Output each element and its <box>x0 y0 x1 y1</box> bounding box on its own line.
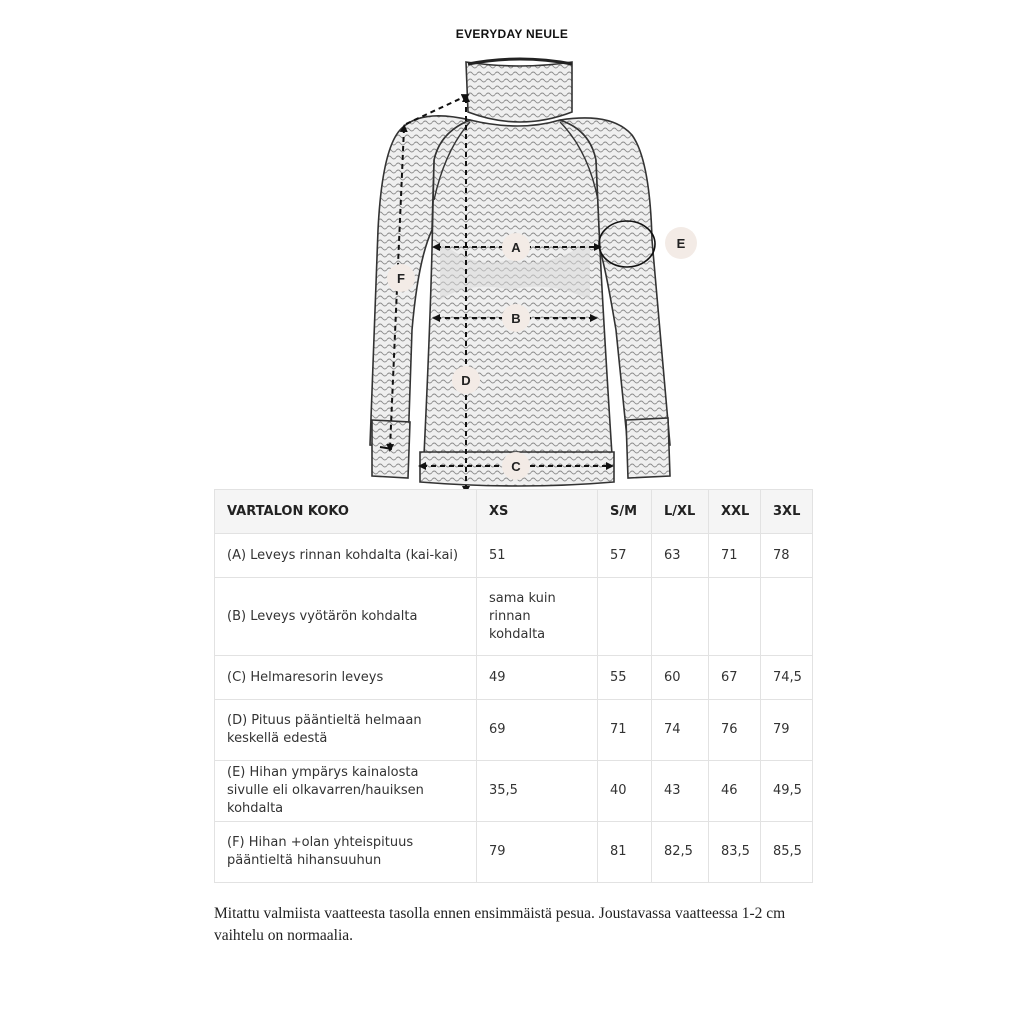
table-row <box>215 656 813 700</box>
svg-text:C: C <box>511 459 521 474</box>
table-row <box>215 700 813 761</box>
cell-value: 78 <box>761 534 813 578</box>
cell-value: 79 <box>761 700 813 761</box>
sweater-diagram <box>340 52 720 500</box>
label-f <box>387 264 415 292</box>
row-label: (B) Leveys vyötärön kohdalta <box>215 578 477 656</box>
cell-value: 85,5 <box>761 822 813 883</box>
sweater-collar <box>466 62 572 122</box>
label-e <box>665 227 697 259</box>
table-row <box>215 761 813 822</box>
cell-value <box>709 578 761 656</box>
cell-value: 35,5 <box>477 761 598 822</box>
cell-value <box>652 578 709 656</box>
cell-value: 46 <box>709 761 761 822</box>
cell-value <box>598 578 652 656</box>
cell-value: 57 <box>598 534 652 578</box>
cell-value: 74,5 <box>761 656 813 700</box>
table-row <box>215 534 813 578</box>
cell-value: 49,5 <box>761 761 813 822</box>
cell-value: 83,5 <box>709 822 761 883</box>
cell-value: sama kuin rinnan kohdalta <box>477 578 598 656</box>
cell-value: 69 <box>477 700 598 761</box>
svg-text:E: E <box>676 236 686 251</box>
label-a <box>502 233 530 261</box>
label-c <box>502 452 530 480</box>
table-header-row <box>215 490 813 534</box>
label-d <box>452 366 480 394</box>
cell-value: 40 <box>598 761 652 822</box>
cell-value: 67 <box>709 656 761 700</box>
row-label: (C) Helmaresorin leveys <box>215 656 477 700</box>
header-xs: XS <box>477 490 598 534</box>
cell-value: 79 <box>477 822 598 883</box>
cell-value: 43 <box>652 761 709 822</box>
page-title: EVERYDAY NEULE <box>455 27 569 41</box>
svg-text:B: B <box>511 311 521 326</box>
table-row <box>215 822 813 883</box>
header-sm: S/M <box>598 490 652 534</box>
size-table <box>214 489 813 883</box>
cell-value: 49 <box>477 656 598 700</box>
measurement-note: Mitattu valmiista vaatteesta tasolla ennen ensimmäistä pesua. Joustavassa vaatteessa 1-2 cm vaihtelu on normaalia. <box>214 905 786 944</box>
label-b <box>502 304 530 332</box>
cell-value: 71 <box>709 534 761 578</box>
svg-text:D: D <box>461 373 471 388</box>
cell-value: 55 <box>598 656 652 700</box>
cell-value <box>761 578 813 656</box>
row-label: (E) Hihan ympärys kainalosta sivulle eli olkavarren/hauiksen kohdalta <box>215 761 477 822</box>
row-label: (F) Hihan +olan yhteispituus pääntieltä hihansuuhun <box>215 822 477 883</box>
header-xxl: XXL <box>709 490 761 534</box>
header-lxl: L/XL <box>652 490 709 534</box>
cell-value: 81 <box>598 822 652 883</box>
table-row <box>215 578 813 656</box>
cell-value: 60 <box>652 656 709 700</box>
row-label: (A) Leveys rinnan kohdalta (kai-kai) <box>215 534 477 578</box>
cell-value: 71 <box>598 700 652 761</box>
svg-text:F: F <box>397 271 405 286</box>
row-label: (D) Pituus pääntieltä helmaan keskellä edestä <box>215 700 477 761</box>
header-size-label: VARTALON KOKO <box>215 490 477 534</box>
header-3xl: 3XL <box>761 490 813 534</box>
svg-text:A: A <box>511 240 521 255</box>
cell-value: 82,5 <box>652 822 709 883</box>
cell-value: 74 <box>652 700 709 761</box>
cell-value: 51 <box>477 534 598 578</box>
cell-value: 76 <box>709 700 761 761</box>
cell-value: 63 <box>652 534 709 578</box>
